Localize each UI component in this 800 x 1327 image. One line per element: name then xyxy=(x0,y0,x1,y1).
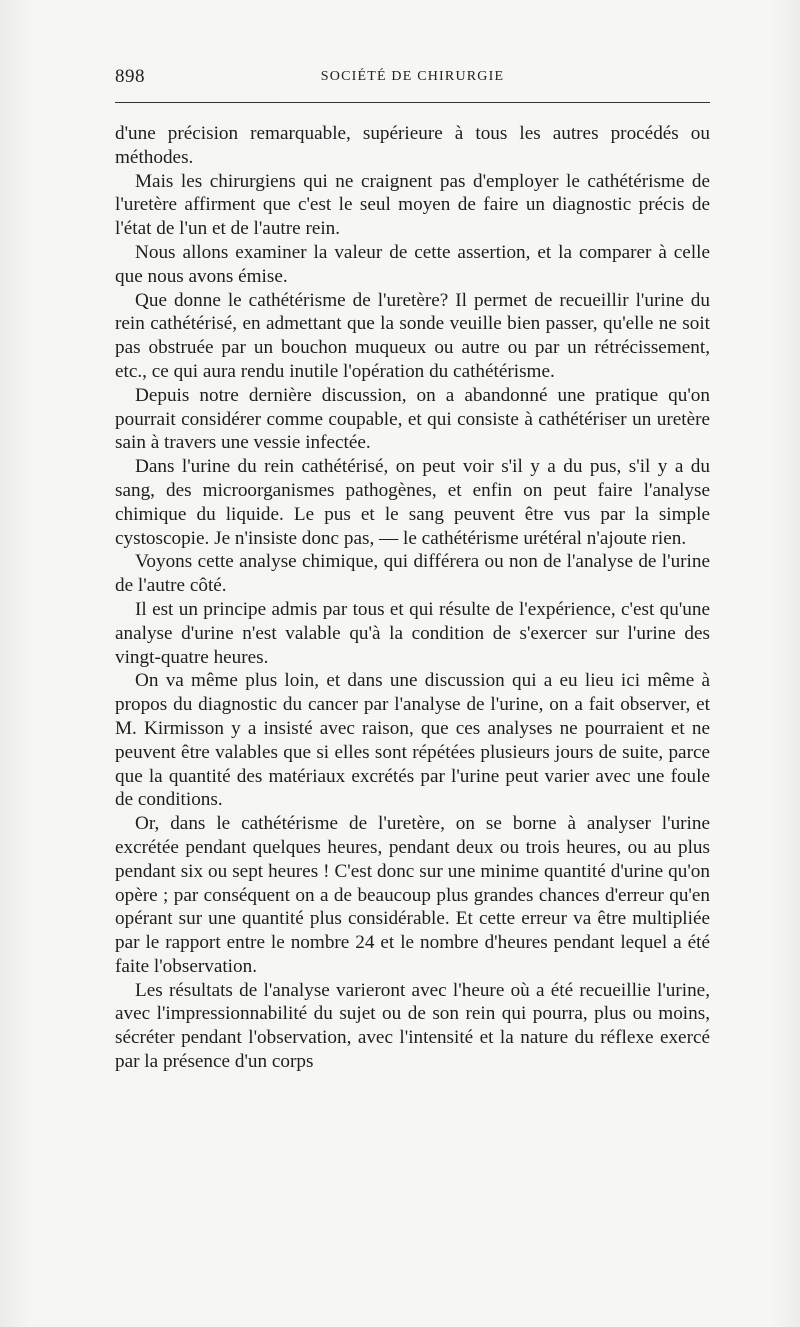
paragraph-11: Les résultats de l'analyse varieront avec l'heure où a été recueillie l'urine, avec l'impressionnabilité du sujet ou de son rein qui pourra, plus ou moins, sécréter pendant l'observation, avec l'intensité et la nature du réflexe exercé par la présence d'un corps xyxy=(115,979,710,1073)
paragraph-3: Nous allons examiner la valeur de cette assertion, et la comparer à celle que nous avons émise. xyxy=(115,241,710,287)
paragraph-8: Il est un principe admis par tous et qui résulte de l'expérience, c'est qu'une analyse d'urine n'est valable qu'à la condition de s'exercer sur l'urine des vingt-quatre heures. xyxy=(115,598,710,668)
body-text xyxy=(115,122,710,1074)
running-title: SOCIÉTÉ DE CHIRURGIE xyxy=(320,69,505,84)
paragraph-1: d'une précision remarquable, supérieure à tous les autres procédés ou méthodes. xyxy=(115,123,710,168)
paragraph-2: Mais les chirurgiens qui ne craignent pas d'employer le cathétérisme de l'uretère affirment que c'est le seul moyen de faire un diagnostic précis de l'état de l'un et de l'autre rein. xyxy=(115,170,710,240)
paragraph-7: Voyons cette analyse chimique, qui différera ou non de l'analyse de l'urine de l'autre côté. xyxy=(115,551,710,597)
paragraph-9: On va même plus loin, et dans une discussion qui a eu lieu ici même à propos du diagnostic du cancer par l'analyse de l'urine, on a fait observer, et M. Kirmisson y a insisté avec raison, que ces analyses ne pourraient et ne peuvent être valables que si elles sont répétées plusieurs jours de suite, parce que la quantité des matériaux excrétés par l'urine peut varier avec une foule de conditions. xyxy=(115,670,710,811)
page-number: 898 xyxy=(115,66,145,87)
page-header xyxy=(115,66,710,90)
paragraph-4: Que donne le cathétérisme de l'uretère? Il permet de recueillir l'urine du rein cathétérisé, en admettant que la sonde veuille bien passer, qu'elle ne soit pas obstruée par un bouchon muqueux ou autre ou par un rétrécissement, etc., ce qui aura rendu inutile l'opération du cathétérisme. xyxy=(115,289,710,382)
paragraph-10: Or, dans le cathétérisme de l'uretère, on se borne à analyser l'urine excrétée pendant quelques heures, pendant deux ou trois heures, ou au plus pendant six ou sept heures ! C'est donc sur une minime quantité d'urine qu'on opère ; par conséquent on a de beaucoup plus grandes chances d'erreur qu'en opérant sur une quantité plus considérable. Et cette erreur va être multipliée par le rapport entre le nombre 24 et le nombre d'heures pendant lequel a été faite l'observation. xyxy=(115,813,710,977)
paragraph-6: Dans l'urine du rein cathétérisé, on peut voir s'il y a du pus, s'il y a du sang, des microorganismes pathogènes, et enfin on peut faire l'analyse chimique du liquide. Le pus et le sang peuvent être vus par la simple cystoscopie. Je n'insiste donc pas, — le cathétérisme urétéral n'ajoute rien. xyxy=(115,456,710,549)
header-rule xyxy=(115,102,710,103)
paragraph-5: Depuis notre dernière discussion, on a abandonné une pratique qu'on pourrait considérer comme coupable, et qui consiste à cathétériser un uretère sain à travers une vessie infectée. xyxy=(115,384,710,454)
